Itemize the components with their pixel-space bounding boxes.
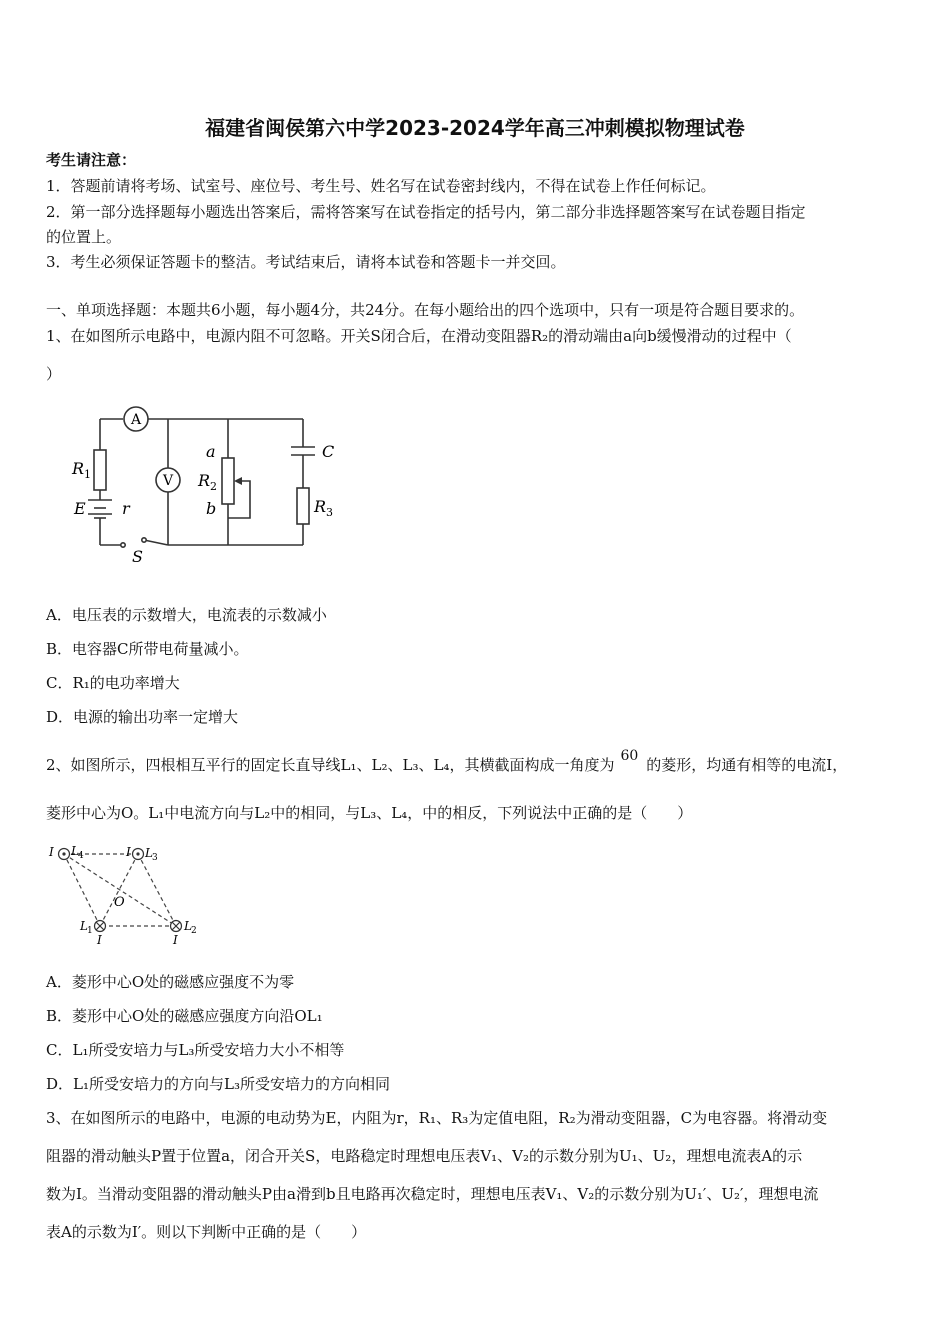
q1-stem-end: ） <box>46 365 62 383</box>
internal-r-label: r <box>122 499 130 518</box>
emf-label: E <box>74 499 86 518</box>
q3-stem-line3: 数为I。当滑动变阻器的滑动触头P由a滑到b且电路再次稳定时，理想电压表V₁、V₂的示数分别为U₁′、U₂′，理想电流 <box>46 1185 819 1203</box>
notice-heading: 考生请注意： <box>46 151 137 169</box>
l2-label: L <box>184 919 192 933</box>
q2-stem-line1 <box>46 748 848 776</box>
notice-item-2-cont: 的位置上。 <box>46 228 122 246</box>
q2-stem-part1: 2、如图所示，四根相互平行的固定长直导线L₁、L₂、L₃、L₄，其横截面构成一角度为 <box>46 756 615 774</box>
notice-item-1: 1．答题前请将考场、试室号、座位号、考生号、姓名写在试卷密封线内，不得在试卷上作任何标记。 <box>46 177 716 195</box>
l3-subscript: 3 <box>152 853 158 863</box>
point-a-label: a <box>206 442 216 461</box>
q3-stem-line1: 3、在如图所示的电路中，电源的电动势为E，内阻为r，R₁、R₃为定值电阻，R₂为滑动变阻器，C为电容器。将滑动变 <box>46 1109 828 1127</box>
current-label-l1: I <box>97 933 102 947</box>
r3-subscript: 3 <box>326 506 333 519</box>
angle-value: 60 <box>620 748 639 764</box>
q1-stem: 1、在如图所示电路中，电源内阻不可忽略。开关S闭合后，在滑动变阻器R₂的滑动端由a向b缓慢滑动的过程中（ <box>46 327 792 345</box>
l4-label: L <box>71 844 79 858</box>
l1-label: L <box>80 919 88 933</box>
q2-stem-line2: 菱形中心为O。L₁中电流方向与L₂中的相同，与L₃、L₄，中的相反，下列说法中正确的是（ ） <box>46 804 693 822</box>
ammeter-label: A <box>130 412 142 428</box>
q1-option-b: B．电容器C所带电荷量减小。 <box>46 640 249 658</box>
q2-option-a: A．菱形中心O处的磁感应强度不为零 <box>46 973 295 991</box>
q2-stem-part2: 的菱形，均通有相等的电流I， <box>646 756 848 774</box>
notice-item-3: 3．考生必须保证答题卡的整洁。考试结束后，请将本试卷和答题卡一并交回。 <box>46 253 566 271</box>
voltmeter-label: V <box>162 473 174 489</box>
q2-rhombus-diagram <box>46 838 216 948</box>
q3-stem-line4: 表A的示数为I′。则以下判断中正确的是（ ） <box>46 1223 367 1241</box>
l1-subscript: 1 <box>87 926 93 936</box>
q2-option-c: C．L₁所受安培力与L₃所受安培力大小不相等 <box>46 1041 345 1059</box>
q1-circuit-diagram <box>66 400 356 565</box>
l2-subscript: 2 <box>191 926 197 936</box>
r3-label: R <box>314 497 327 516</box>
point-b-label: b <box>206 499 217 518</box>
q1-option-d: D．电源的输出功率一定增大 <box>46 708 239 726</box>
r1-label: R <box>72 459 85 478</box>
current-label-l4: I <box>49 845 54 859</box>
current-label-l2: I <box>173 933 178 947</box>
l4-subscript: 4 <box>78 851 84 861</box>
r2-subscript: 2 <box>210 480 217 493</box>
q2-option-b: B．菱形中心O处的磁感应强度方向沿OL₁ <box>46 1007 323 1025</box>
capacitor-label: C <box>322 442 335 461</box>
switch-label: S <box>132 547 143 565</box>
l3-label: L <box>145 846 153 860</box>
paper-title: 福建省闽侯第六中学2023-2024学年高三冲刺模拟物理试卷 <box>205 116 745 140</box>
notice-item-2: 2．第一部分选择题每小题选出答案后，需将答案写在试卷指定的括号内，第二部分非选择题答案写在试卷题目指定 <box>46 203 806 221</box>
q1-option-a: A．电压表的示数增大，电流表的示数减小 <box>46 606 327 624</box>
section-heading: 一、单项选择题：本题共6小题，每小题4分，共24分。在每小题给出的四个选项中，只有一项是符合题目要求的。 <box>46 301 805 319</box>
r1-subscript: 1 <box>84 468 91 481</box>
q1-option-c: C．R₁的电功率增大 <box>46 674 180 692</box>
q2-option-d: D．L₁所受安培力的方向与L₃所受安培力的方向相同 <box>46 1075 390 1093</box>
r2-label: R <box>198 471 211 490</box>
q3-stem-line2: 阻器的滑动触头P置于位置a，闭合开关S，电路稳定时理想电压表V₁、V₂的示数分别为U₁、U₂，理想电流表A的示 <box>46 1147 803 1165</box>
center-o-label: O <box>114 895 125 910</box>
current-label-l3: I <box>126 845 131 859</box>
